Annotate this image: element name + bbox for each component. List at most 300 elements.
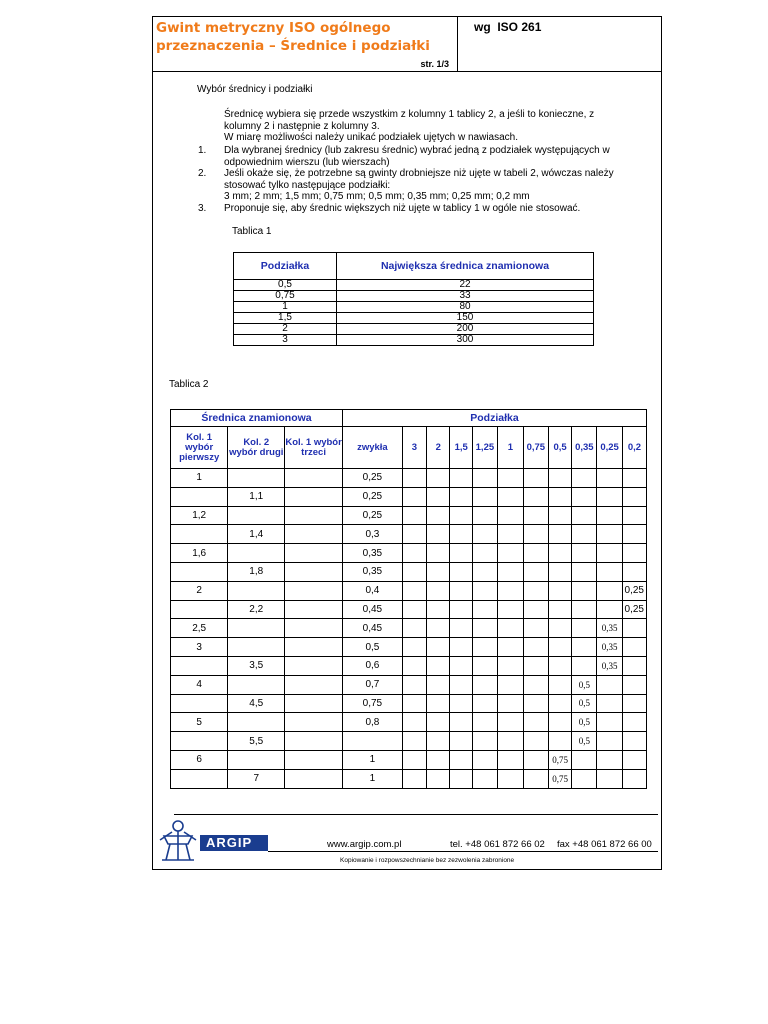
table2-cell: 0,8 <box>342 713 402 732</box>
table2-cell <box>473 562 498 581</box>
table-row <box>171 581 647 600</box>
table2-cell <box>597 675 623 694</box>
table2-cell <box>473 619 498 638</box>
table2-cell <box>171 487 228 506</box>
table2-cell <box>622 525 646 544</box>
table2-cell: 0,75 <box>548 769 572 788</box>
table2-cell <box>285 506 343 525</box>
table2-cell <box>171 525 228 544</box>
table2-column-header: 0,25 <box>597 427 623 469</box>
table2-column-header: 2 <box>427 427 450 469</box>
table2-cell <box>285 619 343 638</box>
table2-cell <box>427 469 450 488</box>
table2-cell: 2 <box>171 581 228 600</box>
table2-cell <box>548 506 572 525</box>
list-line: Proponuje się, aby średnic większych niż ujęte w tablicy 1 w ogóle nie stosować. <box>224 203 581 214</box>
table2-cell <box>473 694 498 713</box>
table2-cell <box>572 769 597 788</box>
table2-cell <box>523 638 548 657</box>
table2-cell <box>427 713 450 732</box>
table2-cell <box>402 619 426 638</box>
table-row <box>171 694 647 713</box>
table2-cell <box>497 525 523 544</box>
table2-cell <box>285 750 343 769</box>
table2-cell: 5,5 <box>228 732 285 751</box>
table2-cell <box>473 656 498 675</box>
table2-column-header: 0,75 <box>523 427 548 469</box>
table2-cell <box>548 675 572 694</box>
table2-cell <box>497 562 523 581</box>
table2-cell <box>228 506 285 525</box>
table2-cell <box>572 469 597 488</box>
table1-cell: 200 <box>337 324 594 335</box>
table2-cell <box>402 544 426 563</box>
table2-cell: 0,25 <box>342 487 402 506</box>
table2-cell <box>473 487 498 506</box>
table2-cell <box>548 562 572 581</box>
table2-cell <box>473 769 498 788</box>
table2-cell <box>285 675 343 694</box>
table2-column-header: Kol. 2 wybór drugi <box>228 427 285 469</box>
table2-cell: 1,1 <box>228 487 285 506</box>
table2-cell: 1 <box>342 750 402 769</box>
table2-cell <box>597 732 623 751</box>
standard-prefix: wg <box>474 20 491 34</box>
table2-cell: 0,5 <box>572 694 597 713</box>
table2-cell <box>228 675 285 694</box>
table2-cell <box>285 656 343 675</box>
list-line: Jeśli okaże się, że potrzebne są gwinty drobniejsze niż ujęte w tabeli 2, wówczas należy <box>224 168 614 179</box>
list-line: odpowiednim wierszu (lub wierszach) <box>224 156 390 168</box>
table-row <box>234 291 594 302</box>
table2-cell <box>572 750 597 769</box>
table2-cell <box>285 638 343 657</box>
copyright-note: Kopiowanie i rozpowszechnianie bez zezwolenia zabronione <box>340 857 515 864</box>
table2-cell: 0,25 <box>622 600 646 619</box>
table2-cell <box>497 694 523 713</box>
table2-cell <box>572 544 597 563</box>
table2-cell: 0,25 <box>342 469 402 488</box>
table2-cell <box>473 713 498 732</box>
table2-cell <box>402 769 426 788</box>
argip-logo-icon <box>154 814 204 864</box>
table2-cell <box>523 544 548 563</box>
list-line: 3 mm; 2 mm; 1,5 mm; 0,75 mm; 0,5 mm; 0,35 mm; 0,25 mm; 0,2 mm <box>224 191 530 202</box>
table2-cell <box>572 600 597 619</box>
table2-cell: 0,45 <box>342 600 402 619</box>
intro-line: kolumny 2 i następnie z kolumny 3. <box>224 120 380 132</box>
table2-column-header: 1 <box>497 427 523 469</box>
table2-cell <box>427 581 450 600</box>
intro-line: Średnicę wybiera się przede wszystkim z kolumny 1 tablicy 2, a jeśli to konieczne, z <box>224 109 595 120</box>
table1-cell: 1,5 <box>234 313 337 324</box>
table2-column-header: 1,5 <box>450 427 473 469</box>
table2-cell: 0,5 <box>572 675 597 694</box>
table2-cell <box>548 544 572 563</box>
table2-cell <box>427 506 450 525</box>
table2-cell <box>622 619 646 638</box>
table2-cell <box>597 506 623 525</box>
table1-cell: 1 <box>234 302 337 313</box>
table2-cell <box>171 769 228 788</box>
table-row <box>171 713 647 732</box>
table2-cell <box>597 525 623 544</box>
table2-cell <box>622 675 646 694</box>
table2-column-header: 1,25 <box>473 427 498 469</box>
intro-text <box>224 109 644 144</box>
table2-cell <box>497 600 523 619</box>
intro-line: W miarę możliwości należy unikać podziałek ujętych w nawiasach. <box>224 132 519 143</box>
standard-number: ISO 261 <box>497 20 542 34</box>
table-row <box>171 750 647 769</box>
table-row <box>171 506 647 525</box>
brand-name: ARGIP <box>206 835 253 850</box>
table2-cell <box>473 600 498 619</box>
table2-column-header: 0,2 <box>622 427 646 469</box>
table2-cell <box>450 675 473 694</box>
table-row <box>171 656 647 675</box>
table2-cell <box>427 562 450 581</box>
table2-cell: 0,35 <box>597 638 623 657</box>
table2-cell <box>427 656 450 675</box>
table2-cell <box>497 675 523 694</box>
table2-cell <box>450 732 473 751</box>
table2-cell: 0,5 <box>572 713 597 732</box>
table2-cell <box>427 600 450 619</box>
header-standard-cell <box>458 17 661 72</box>
table-row <box>234 335 594 346</box>
table2-cell: 0,45 <box>342 619 402 638</box>
table2-cell <box>622 469 646 488</box>
table2-cell <box>497 469 523 488</box>
table2-cell: 3 <box>171 638 228 657</box>
table2-cell <box>171 694 228 713</box>
table2-cell <box>228 581 285 600</box>
table2-cell <box>171 562 228 581</box>
table2-cell: 6 <box>171 750 228 769</box>
table2-cell <box>402 732 426 751</box>
table2-cell <box>597 694 623 713</box>
document-title: Gwint metryczny ISO ogólnego przeznaczenia – Średnice i podziałki <box>156 20 430 54</box>
table2-cell: 0,25 <box>622 581 646 600</box>
table1-cell: 0,5 <box>234 280 337 291</box>
table2-cell <box>473 544 498 563</box>
table2-cell <box>402 469 426 488</box>
list-line: Dla wybranej średnicy (lub zakresu średnic) wybrać jedną z podziałek występujących w <box>224 145 610 156</box>
table2-column-header: 0,35 <box>572 427 597 469</box>
table2-cell <box>497 638 523 657</box>
website-link[interactable]: www.argip.com.pl <box>327 839 402 850</box>
table2-cell <box>597 562 623 581</box>
table2-cell <box>497 544 523 563</box>
table2-cell <box>523 713 548 732</box>
table2-cell <box>427 675 450 694</box>
table2-cell <box>497 713 523 732</box>
table2-cell <box>450 600 473 619</box>
table1-cell: 300 <box>337 335 594 346</box>
table2-cell: 0,75 <box>548 750 572 769</box>
table2-cell <box>402 487 426 506</box>
table2-column-header: zwykła <box>342 427 402 469</box>
table1-cell: 33 <box>337 291 594 302</box>
standard-label <box>474 20 541 34</box>
table2-cell <box>427 769 450 788</box>
table2-cell <box>597 750 623 769</box>
table1-header: Największa średnica znamionowa <box>337 253 594 280</box>
table2-cell <box>497 581 523 600</box>
table2-cell <box>285 525 343 544</box>
table1-header: Podziałka <box>234 253 337 280</box>
table2-cell: 1,4 <box>228 525 285 544</box>
table2-cell <box>342 732 402 751</box>
table2-cell <box>473 638 498 657</box>
footer-divider <box>174 814 658 815</box>
table2-cell <box>497 487 523 506</box>
table2-cell: 0,3 <box>342 525 402 544</box>
table2-cell: 1,2 <box>171 506 228 525</box>
table2-cell <box>572 581 597 600</box>
table2-cell <box>402 750 426 769</box>
table2-cell <box>572 619 597 638</box>
table-row <box>171 600 647 619</box>
table2-column-header: 0,5 <box>548 427 572 469</box>
table-row <box>171 732 647 751</box>
table2-cell: 1 <box>171 469 228 488</box>
list-number: 1. <box>198 145 207 156</box>
table2-cell <box>402 600 426 619</box>
section-heading: Wybór średnicy i podziałki <box>197 84 313 95</box>
table2-cell <box>228 544 285 563</box>
table2-cell <box>523 769 548 788</box>
table2-cell <box>402 656 426 675</box>
table2-cell <box>572 506 597 525</box>
table2-cell <box>285 562 343 581</box>
table2-cell <box>450 562 473 581</box>
table2-cell: 0,25 <box>342 506 402 525</box>
table1-cell: 22 <box>337 280 594 291</box>
table2-cell <box>450 750 473 769</box>
table2-cell <box>450 694 473 713</box>
table2-cell <box>548 525 572 544</box>
table2-cell <box>548 469 572 488</box>
table2-cell <box>597 487 623 506</box>
table2-cell: 0,35 <box>597 656 623 675</box>
table-row <box>171 675 647 694</box>
table2-cell <box>450 656 473 675</box>
table2-cell <box>548 713 572 732</box>
table1 <box>233 252 594 346</box>
table2-cell <box>402 694 426 713</box>
table2-cell <box>572 525 597 544</box>
table2-cell <box>450 769 473 788</box>
table2-cell <box>285 732 343 751</box>
table2-cell <box>622 638 646 657</box>
table2-cell: 7 <box>228 769 285 788</box>
table2-cell <box>285 487 343 506</box>
footer-divider-2 <box>268 851 658 852</box>
table2-column-header: Kol. 1 wybór pierwszy <box>171 427 228 469</box>
table1-cell: 0,75 <box>234 291 337 302</box>
table-row <box>171 769 647 788</box>
table-row <box>171 638 647 657</box>
list-line: stosować tylko następujące podziałki: <box>224 179 391 191</box>
table-row <box>171 487 647 506</box>
table2-cell: 3,5 <box>228 656 285 675</box>
table2-cell <box>450 506 473 525</box>
table2-cell <box>523 525 548 544</box>
table2-cell: 1,8 <box>228 562 285 581</box>
table2-cell <box>427 750 450 769</box>
table2-cell <box>622 562 646 581</box>
table2-cell <box>622 487 646 506</box>
table-row <box>234 324 594 335</box>
table2-cell <box>473 525 498 544</box>
table2-cell <box>597 713 623 732</box>
table2-cell <box>523 732 548 751</box>
table2-cell <box>285 713 343 732</box>
table2-cell <box>497 732 523 751</box>
table2-group-header: Podziałka <box>342 410 646 427</box>
table2-cell <box>523 469 548 488</box>
table2 <box>170 409 647 789</box>
table-row <box>234 280 594 291</box>
table2-cell <box>473 469 498 488</box>
table2-cell <box>622 544 646 563</box>
table2-cell <box>548 581 572 600</box>
table2-cell: 0,6 <box>342 656 402 675</box>
table2-column-header: Kol. 1 wybór trzeci <box>285 427 343 469</box>
table2-cell <box>572 487 597 506</box>
table2-cell <box>473 750 498 769</box>
table2-cell <box>548 600 572 619</box>
table2-cell <box>450 581 473 600</box>
table2-cell <box>622 769 646 788</box>
table2-cell: 2,2 <box>228 600 285 619</box>
list-number: 2. <box>198 168 207 179</box>
table2-cell <box>473 732 498 751</box>
table2-cell <box>548 732 572 751</box>
table2-cell: 0,35 <box>342 562 402 581</box>
table2-cell <box>450 487 473 506</box>
table2-cell <box>228 619 285 638</box>
table2-cell <box>427 732 450 751</box>
header-title-cell <box>153 17 458 72</box>
table2-cell <box>548 638 572 657</box>
table2-cell <box>427 525 450 544</box>
table2-cell <box>523 694 548 713</box>
table2-cell <box>450 638 473 657</box>
table2-cell <box>402 581 426 600</box>
table1-caption: Tablica 1 <box>232 226 272 237</box>
table2-cell <box>427 694 450 713</box>
table2-group-header: Średnica znamionowa <box>171 410 343 427</box>
table2-cell <box>597 581 623 600</box>
table2-cell: 4 <box>171 675 228 694</box>
table2-cell <box>523 600 548 619</box>
table2-cell <box>427 619 450 638</box>
table1-cell: 3 <box>234 335 337 346</box>
table2-cell <box>622 694 646 713</box>
table2-cell <box>171 732 228 751</box>
table2-cell <box>597 469 623 488</box>
table2-cell <box>228 713 285 732</box>
table2-cell <box>497 619 523 638</box>
table2-cell <box>497 769 523 788</box>
table2-cell <box>450 525 473 544</box>
table2-cell <box>402 562 426 581</box>
table2-cell <box>450 619 473 638</box>
table2-cell <box>523 562 548 581</box>
page-frame <box>152 16 662 870</box>
table2-cell <box>228 750 285 769</box>
table2-cell <box>497 656 523 675</box>
table2-cell <box>473 506 498 525</box>
table2-cell <box>597 544 623 563</box>
table2-cell <box>597 769 623 788</box>
table2-cell: 0,5 <box>342 638 402 657</box>
table2-cell: 0,35 <box>597 619 623 638</box>
table2-cell <box>548 656 572 675</box>
table2-cell <box>285 469 343 488</box>
table2-cell <box>450 469 473 488</box>
table2-cell: 0,5 <box>572 732 597 751</box>
table2-cell: 2,5 <box>171 619 228 638</box>
table2-caption: Tablica 2 <box>169 379 209 390</box>
table2-cell: 0,35 <box>342 544 402 563</box>
table1-cell: 80 <box>337 302 594 313</box>
table2-cell: 1 <box>342 769 402 788</box>
table2-cell <box>548 694 572 713</box>
table2-cell <box>427 544 450 563</box>
table2-cell <box>473 675 498 694</box>
table2-cell: 0,4 <box>342 581 402 600</box>
table2-cell <box>548 487 572 506</box>
table2-cell: 0,7 <box>342 675 402 694</box>
table2-cell <box>572 656 597 675</box>
table2-cell <box>523 581 548 600</box>
table2-cell <box>622 506 646 525</box>
table-row <box>171 544 647 563</box>
list-number: 3. <box>198 203 207 214</box>
table2-cell <box>497 506 523 525</box>
table2-cell <box>285 600 343 619</box>
table2-cell <box>402 525 426 544</box>
table-row <box>234 313 594 324</box>
table2-cell <box>402 675 426 694</box>
table2-cell <box>572 562 597 581</box>
table2-cell <box>228 469 285 488</box>
table2-cell <box>548 619 572 638</box>
table2-cell <box>597 600 623 619</box>
table2-cell <box>622 713 646 732</box>
table-row <box>171 469 647 488</box>
table2-cell <box>285 694 343 713</box>
table-row <box>171 525 647 544</box>
table2-cell: 0,75 <box>342 694 402 713</box>
table2-cell <box>622 732 646 751</box>
table2-cell <box>402 638 426 657</box>
table2-cell <box>427 487 450 506</box>
table-row <box>171 562 647 581</box>
page-number: str. 1/3 <box>420 59 449 69</box>
table2-cell: 4,5 <box>228 694 285 713</box>
table2-cell <box>523 506 548 525</box>
table1-cell: 2 <box>234 324 337 335</box>
table2-cell <box>523 750 548 769</box>
table2-cell <box>402 713 426 732</box>
table2-cell <box>572 638 597 657</box>
table2-cell: 5 <box>171 713 228 732</box>
